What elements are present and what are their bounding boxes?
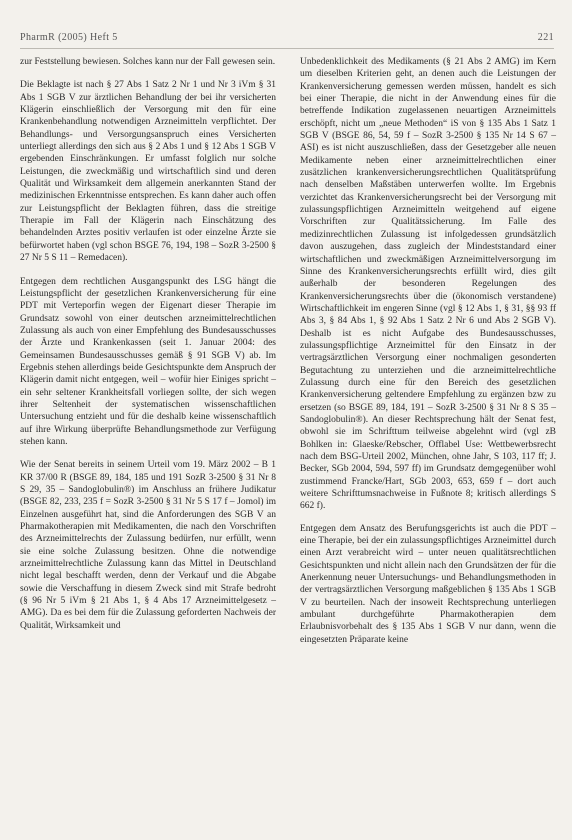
paragraph: Entgegen dem Ansatz des Berufungsgerichts ist auch die PDT – eine Therapie, bei der ein zulassungspflichtiges Arzneimittel durch einen Arzt verabreicht wird – unter neuen qualitätsrechtlichen Gesichtspunkten und nicht allein nach den Grundsätzen der für die Anerkennung neuer Untersuchungs- und Behandlungsmethoden in der vertragsärztlichen Versorgung maßgeblichen § 135 Abs 1 SGB V zu beurteilen. Nach der insoweit Rechtsprechung unterliegen ambulant durchgeführte Pharmakotherapien dem Erlaubnisvorbehalt des § 135 Abs 1 SGB V nur dann, wenn die eingesetzten Präparate keine: [300, 523, 556, 645]
running-header: [20, 32, 554, 46]
right-text-column: [300, 56, 556, 656]
paragraph: zur Feststellung bewiesen. Solches kann nur der Fall gewesen sein.: [20, 57, 276, 67]
paragraph: Unbedenklichkeit des Medikaments (§ 21 Abs 2 AMG) im Kern um dieselben Kriterien geht, an denen auch die Leistungen der Krankenversicherung gemessen werden müssen, handelt es sich bei einer Therapie, die nicht in der Anwendung eines für die betreffende Indikation zugelassenen neuartigen Arzneimittels erschöpft, nicht um „neue Methoden“ iS von § 135 Abs 1 Satz 1 SGB V (BSGE 86, 54, 59 f – SozR 3-2500 § 135 Nr 14 S 67 – ASI) es ist nicht auszuschließen, dass der Gesetzgeber alle neuen Medikamente neben einer arzneimittelrechtlichen einer zusätzlichen krankenversicherungsrechtlichen Qualitätsprüfung nach denselben Maßstäben unterwerfen wollte. Im Ergebnis verzichtet das Krankenversicherungsrecht bei der Versorgung mit zulassungspflichtigen Arzneimitteln weitgehend auf eigene Vorschriften zur Qualitätssicherung. Im Falle des medizinrechtlichen Zulassung ist infolgedessen grundsätzlich davon auszugehen, dass zugleich der Mindeststandard einer wirtschaftlichen und zweckmäßigen Arzneimittelversorgung im Sinne des Krankenversicherungsrechts erfüllt wird, dies gilt außerhalb der besonderen Regelungen des Krankenversicherungsrechts über die (ökonomisch verstandene) Wirtschaftlichkeit im engeren Sinne (vgl § 12 Abs 1, § 31, §§ 93 ff Abs 3, § 84 Abs 1, § 92 Abs 1 Satz 2 Nr 6 und Abs 2 SGB V). Deshalb ist es nicht Aufgabe des Bundesausschusses, zulassungspflichtige Arzneimittel für den Einsatz in der vertragsärztlichen Versorgung einer nochmaligen gesonderten Begutachtung zu unterziehen und die arzneimittelrechtliche Zulassung durch eine für den Bereich des gesetzlichen Krankenversicherung geltendere Empfehlung zu ergänzen bzw zu ersetzen (so BSGE 89, 184, 191 – SozR 3-2500 § 31 Nr 8 S 35 – Sandoglobulin®). An dieser Rechtsprechung hält der Senat fest, obwohl sie im Schrifttum teilweise abgelehnt wird (vgl zB Bohlken in: Glaeske/Rebscher, Offlabel Use: Wettbewerbsrecht nach dem BSG-Urteil 2002, München, ohne Jahr, S 103, 117 ff; J. Becker, SGb 2004, 594, 597 ff) im Grundsatz demgegenüber wohl zustimmend Francke/Hart, SGb 2003, 653, 659 f – dort auch weitere Schrifttumsnachweise in Fußnote 8; kritisch allerdings S 662 f).: [300, 57, 556, 512]
header-rule: [20, 48, 554, 49]
paragraph: Wie der Senat bereits in seinem Urteil vom 19. März 2002 – B 1 KR 37/00 R (BSGE 89, 184, 185 und 191 SozR 3-2500 § 31 Nr 8 S 29, 35 – Sandoglobulin®) im Anschluss an frühere Judikatur (BSGE 82, 233, 235 f = SozR 3-2500 § 31 Nr 5 S 17 f – Jomol) im Einzelnen ausgeführt hat, sind die Anforderungen des SGB V an Pharmakotherapien mit Medikamenten, die nach den Vorschriften des Arzneimittelrechts der Zulassung bedürfen, nur erfüllt, wenn sie eine solche Zulassung besitzen. Ohne die notwendige arzneimittelrechtliche Zulassung kann das Mittel in Deutschland nicht legal beschafft werden, denn der Verkauf und die Abgabe sowie die Verschaffung in diesem Zweck sind mit Strafe bedroht (§ 96 Nr 5 iVm § 21 Abs 1, § 4 Abs 17 Arzneimittelgesetz – AMG). Da es bei dem für die Zulassung geforderten Nachweis der Qualität, Wirksamkeit und: [20, 460, 276, 631]
paragraph: Die Beklagte ist nach § 27 Abs 1 Satz 2 Nr 1 und Nr 3 iVm § 31 Abs 1 SGB V zur ärztlichen Behandlung der bei ihr versicherten Klägerin einschließlich der Versorgung mit den für eine Krankenbehandlung notwendigen Arzneimitteln verpflichtet. Der Behandlungs- und Versorgungsanspruch eines Versicherten unterliegt allerdings den sich aus § 2 Abs 1 und § 12 Abs 1 SGB V ergebenden Einschränkungen. Er umfasst folglich nur solche Leistungen, die zweckmäßig und wirtschaftlich sind und deren Qualität und Wirksamkeit dem allgemein anerkannten Stand der medizinischen Erkenntnisse entsprechen. Es kann daher auch offen zur Leistungspflicht der Beklagten führen, dass die streitige Therapie im Fall der Klägerin nach Einschätzung des behandelnden Arztes positiv verlaufen ist oder einzelne Ärzte sie befürwortet haben (vgl schon BSGE 76, 194, 198 – SozR 3-2500 § 27 Nr 5 S 11 – Remedacen).: [20, 80, 276, 264]
journal-reference: PharmR (2005) Heft 5: [20, 32, 118, 43]
left-text-column: [20, 56, 276, 632]
page-number: 221: [537, 32, 554, 43]
paragraph: Entgegen dem rechtlichen Ausgangspunkt des LSG hängt die Leistungspflicht der gesetzlichen Krankenversicherung für eine PDT mit Verteporfin wegen der Eigenart dieser Therapie im Grundsatz sowohl von einer deutschen arzneimittelrechtlichen Zulassung als auch von einer Empfehlung des Bundesausschusses der Ärzte und Krankenkassen (seit 1. Januar 2004: des Gemeinsamen Bundesausschusses gemäß § 91 SGB V) ab. Im Ergebnis stehen allerdings beide Gesichtspunkte dem Anspruch der Klägerin damit nicht entgegen, weil – wofür hier Einiges spricht – ein sehr seltener Krankheitsfall vorliegen sollte, der sich wegen ihrer Seltenheit der systematischen wissenschaftlichen Untersuchung entzieht und für die deshalb keine wissenschaftlich auf ihre Wirkung überprüfte Behandlungsmethode zur Verfügung stehen kann.: [20, 276, 276, 447]
